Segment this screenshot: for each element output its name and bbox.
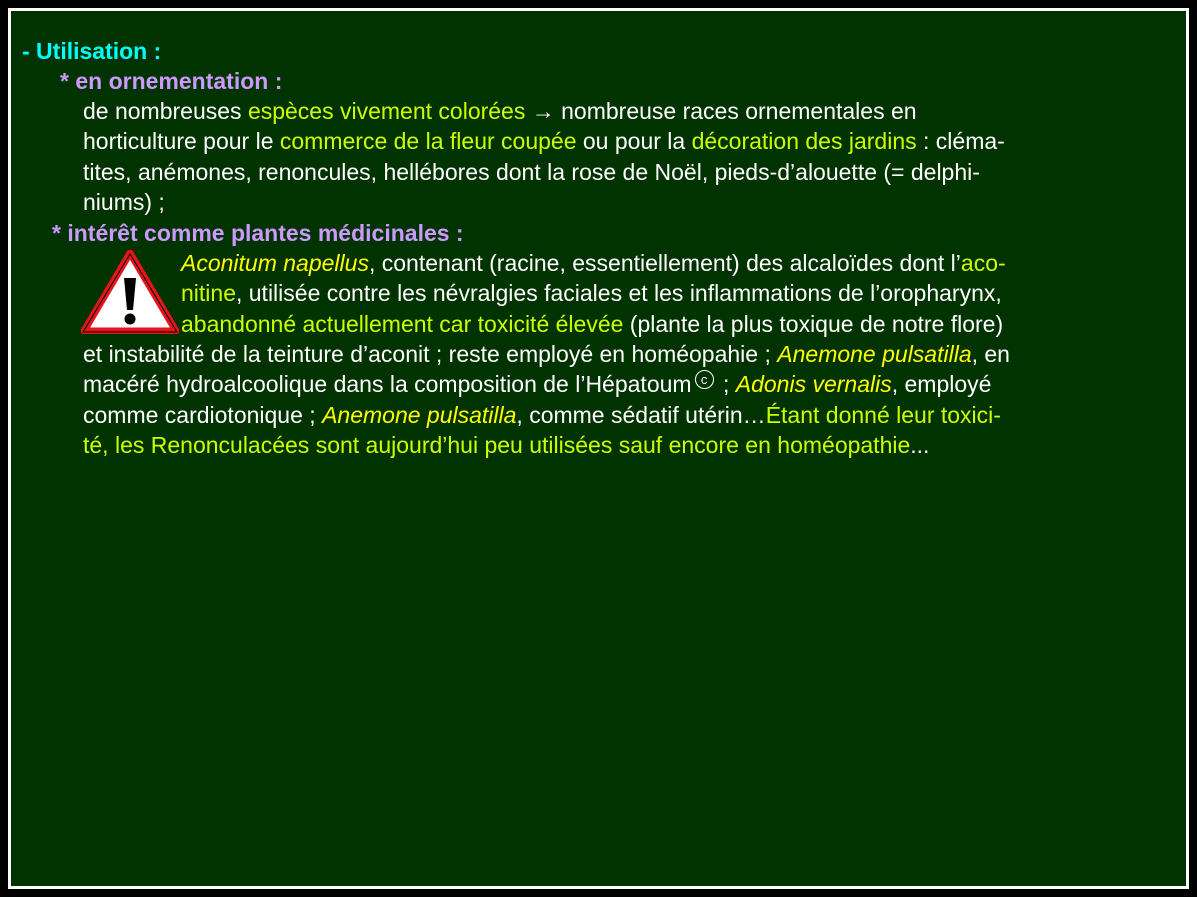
text-run: (plante la plus toxique de notre flore) bbox=[623, 310, 1004, 337]
text-line bbox=[83, 157, 1183, 187]
text-line bbox=[83, 430, 1176, 460]
ornementation-paragraph bbox=[83, 96, 1183, 217]
highlighted-text: abandonné actuellement car toxicité élevée bbox=[181, 310, 624, 337]
highlighted-text: té, les Renonculacées sont aujourd’hui peu utilisées sauf encore en homéopathie bbox=[83, 431, 911, 458]
text-run: et instabilité de la teinture d’aconit ; reste employé en homéopahie ; bbox=[83, 341, 778, 367]
warning-triangle-icon bbox=[81, 250, 179, 334]
text-run: , employé bbox=[891, 371, 992, 398]
text-line bbox=[181, 309, 1156, 339]
text-line bbox=[181, 248, 1156, 278]
text-line bbox=[83, 400, 1176, 430]
highlighted-text: aco- bbox=[960, 250, 1006, 276]
text-run: macéré hydroalcoolique dans la composition de l’Hépatoum bbox=[83, 371, 692, 398]
subheading-medicinales: * intérêt comme plantes médicinales : bbox=[52, 220, 464, 246]
species-name: Adonis vernalis bbox=[735, 371, 892, 398]
text-run: comme cardiotonique ; bbox=[83, 401, 323, 428]
text-run: ... bbox=[910, 431, 930, 458]
text-run: niums) ; bbox=[83, 188, 165, 215]
text-run: , comme sédatif utérin… bbox=[516, 401, 766, 428]
text-run: ; bbox=[716, 371, 736, 398]
text-line bbox=[83, 369, 1176, 399]
text-line bbox=[83, 187, 1183, 217]
copyright-mark: c bbox=[695, 370, 714, 389]
text-run: → nombreuse races ornementales en bbox=[525, 98, 917, 124]
text-run: , utilisée contre les névralgies faciales et les inflammations de l’oropharynx, bbox=[235, 280, 1002, 307]
highlighted-text: nitine bbox=[181, 280, 236, 307]
text-run: ou pour la bbox=[576, 128, 692, 155]
subheading-ornementation: * en ornementation : bbox=[60, 68, 283, 94]
highlighted-text: espèces vivement colorées bbox=[247, 98, 526, 124]
text-line bbox=[83, 96, 1183, 126]
text-run: , en bbox=[971, 341, 1010, 367]
text-run: horticulture pour le bbox=[83, 128, 280, 155]
species-name: Anemone pulsatilla bbox=[777, 341, 972, 367]
text-run: de nombreuses bbox=[83, 98, 248, 124]
highlighted-text: commerce de la fleur coupée bbox=[279, 128, 577, 155]
slide bbox=[8, 8, 1189, 889]
section-heading: - Utilisation : bbox=[22, 38, 162, 64]
highlighted-text: Étant donné leur toxici- bbox=[765, 401, 1001, 428]
species-name: Aconitum napellus bbox=[181, 250, 369, 276]
text-line bbox=[83, 126, 1183, 156]
highlighted-text: décoration des jardins bbox=[691, 128, 917, 155]
medicinal-paragraph bbox=[83, 339, 1176, 460]
text-line bbox=[181, 278, 1156, 308]
text-run: tites, anémones, renoncules, hellébores dont la rose de Noël, pieds-d’alouette (= delphi- bbox=[83, 158, 980, 185]
text-run: , contenant (racine, essentiellement) des alcaloïdes dont l’ bbox=[368, 250, 961, 276]
text-run: : cléma- bbox=[916, 128, 1005, 155]
text-line bbox=[83, 339, 1176, 369]
medicinal-paragraph-indented bbox=[181, 248, 1156, 339]
species-name: Anemone pulsatilla bbox=[322, 401, 517, 428]
